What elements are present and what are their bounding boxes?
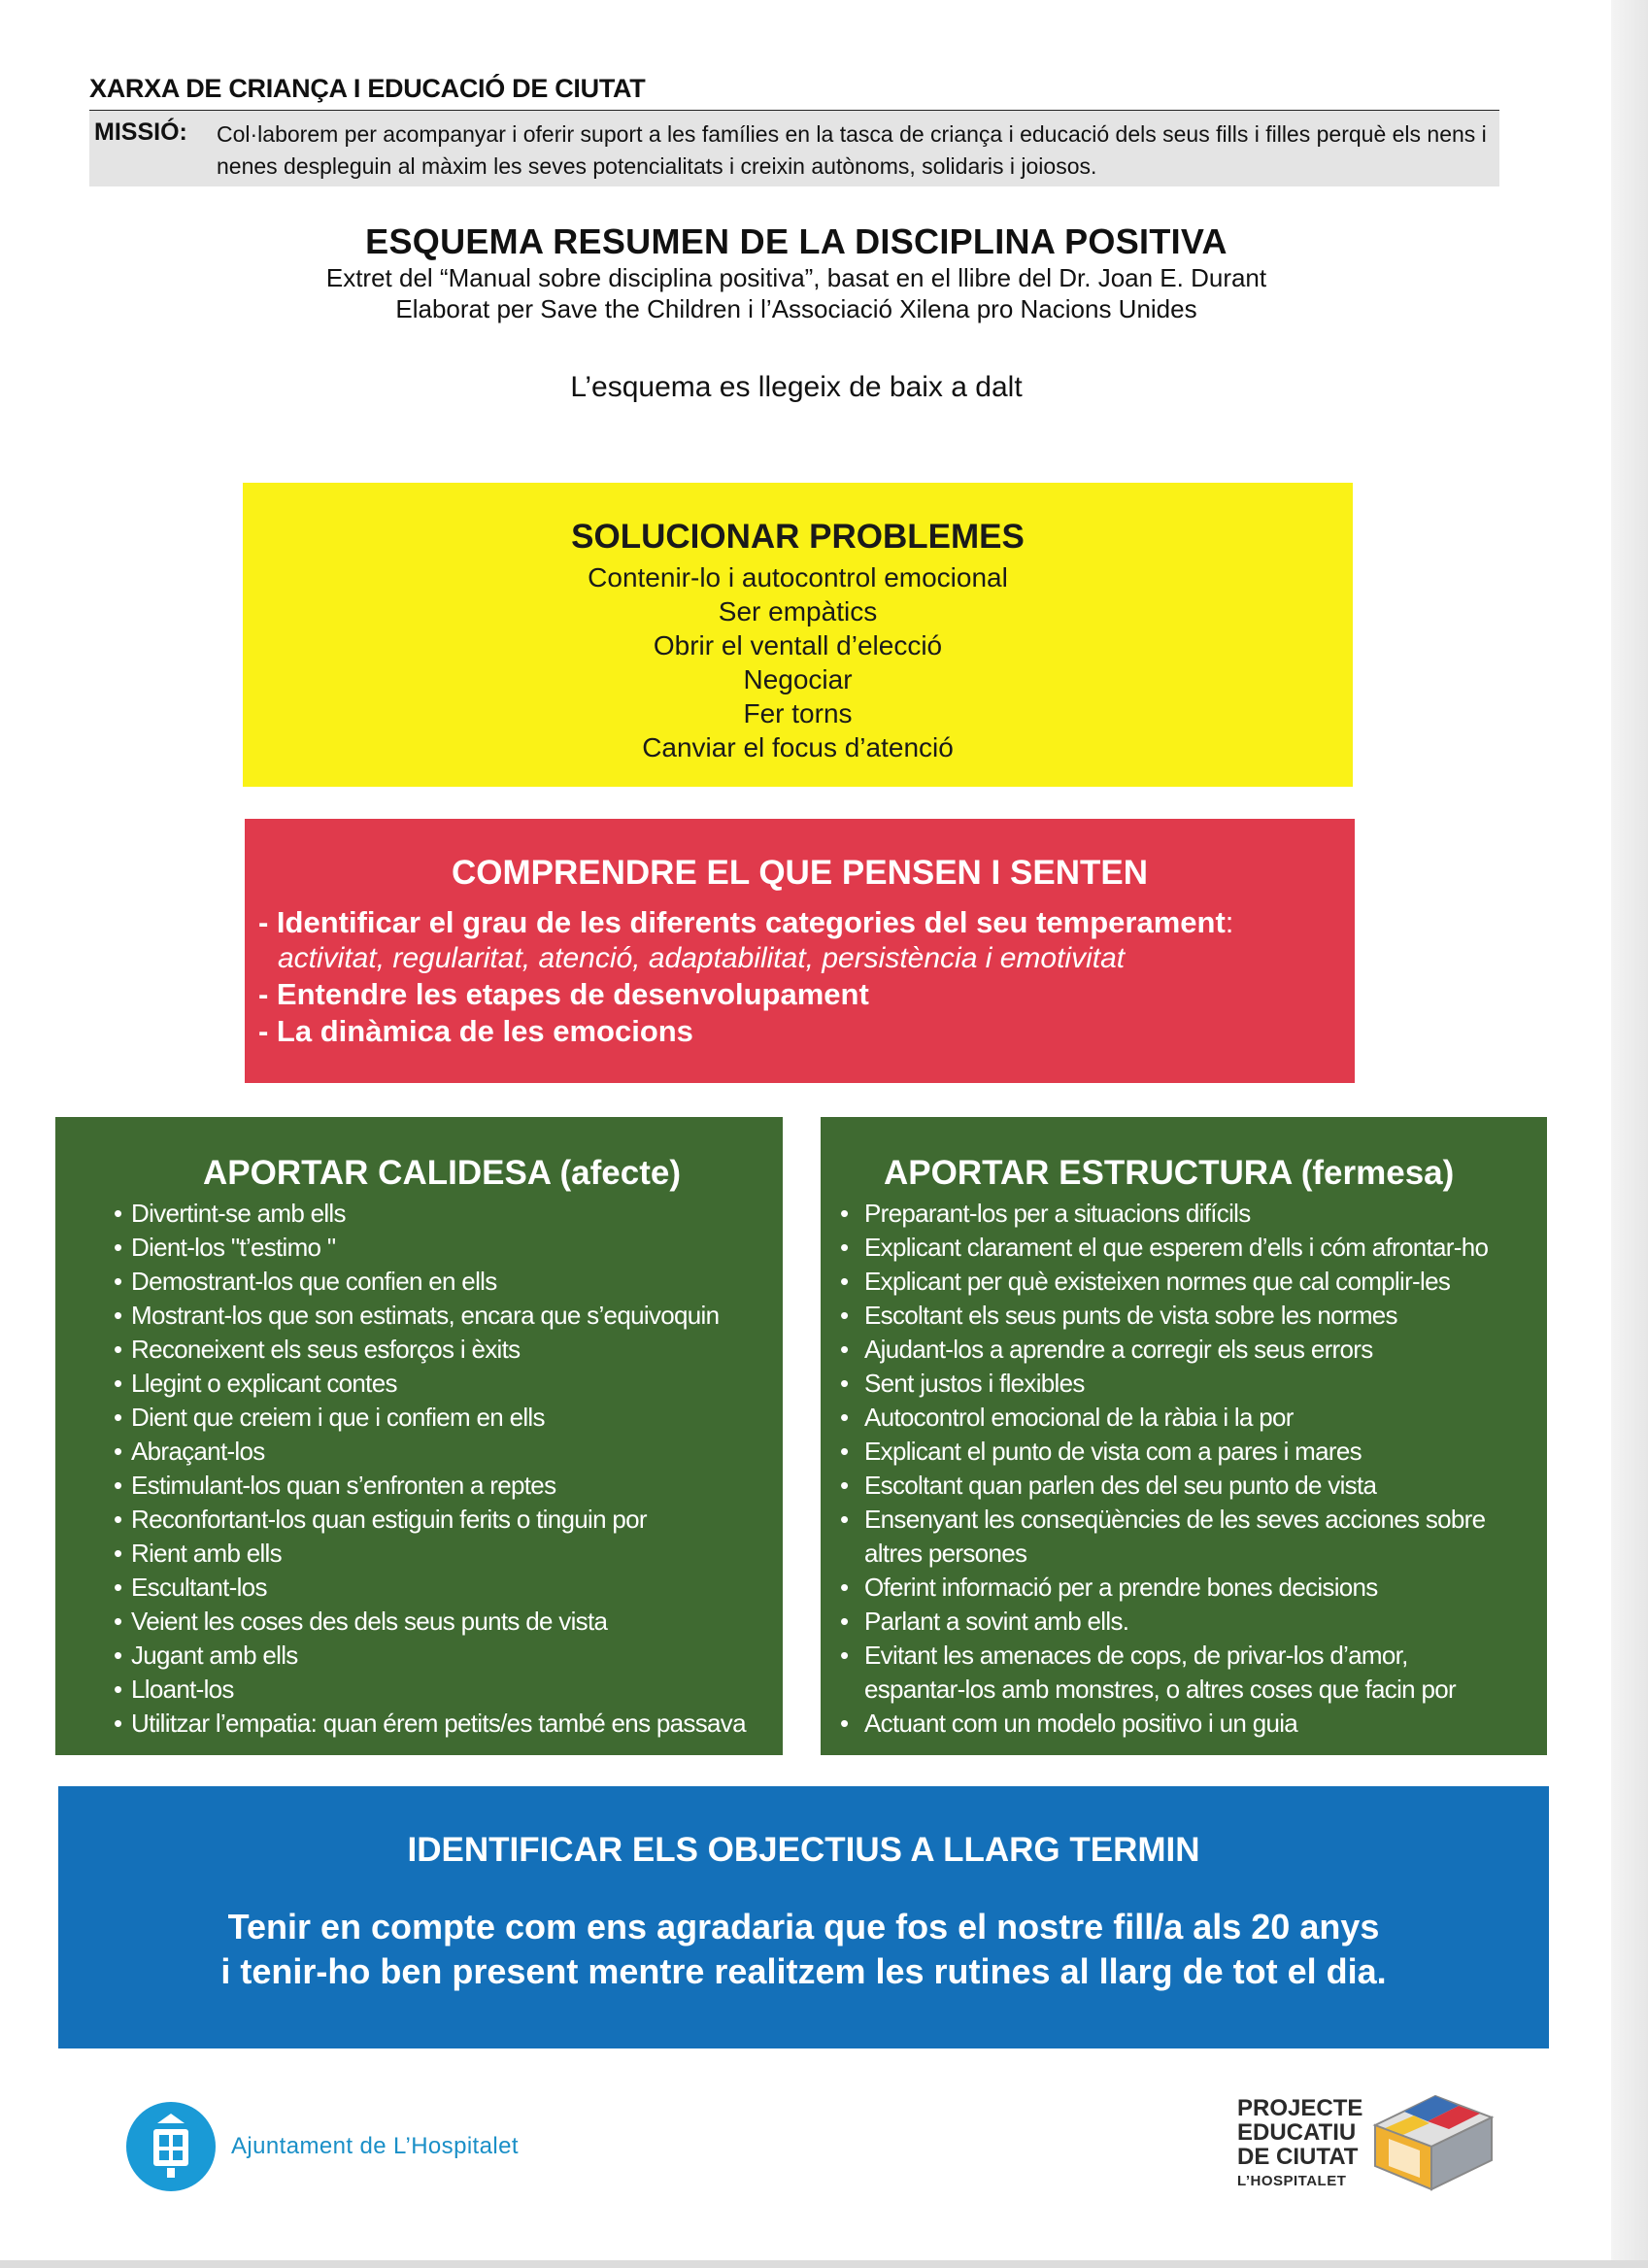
page-bottom-edge	[0, 2260, 1648, 2268]
temperament-categories: activitat, regularitat, atenció, adaptabilitat, persistència i emotivitat	[278, 942, 1126, 974]
project-name	[1237, 2096, 1362, 2193]
authors-line: Elaborat per Save the Children i l’Associació Xilena pro Nacions Unides	[395, 294, 1197, 323]
list-item-text: Ensenyant les conseqüències de les seves acciones sobre	[864, 1505, 1486, 1534]
understand-box	[245, 819, 1355, 1083]
list-item: Negociar	[743, 664, 853, 694]
solve-problems-title: SOLUCIONAR PROBLEMES	[571, 518, 1025, 556]
project-cube-icon	[1365, 2088, 1501, 2195]
list-item-text: - La dinàmica de les emocions	[258, 1014, 693, 1048]
goals-box	[58, 1786, 1549, 2048]
list-item: • Demostrant-los que confien en ells	[114, 1265, 783, 1299]
project-line: PROJECTE	[1237, 2095, 1363, 2121]
list-item: Fer torns	[743, 698, 853, 728]
list-item: • Reconfortant-los quan estiguin ferits o tinguin por	[114, 1503, 783, 1537]
page-edge	[1611, 0, 1648, 2268]
list-item: • Divertint-se amb ells	[114, 1197, 783, 1231]
mission-text	[217, 118, 1487, 186]
list-item: • Dient-los "t’estimo "	[114, 1231, 783, 1265]
understand-title: COMPRENDRE EL QUE PENSEN I SENTEN	[452, 854, 1148, 892]
list-item: • Actuant com un modelo positivo i un guia	[840, 1707, 1547, 1741]
list-item-text: - Entendre les etapes de desenvolupament	[258, 977, 869, 1011]
list-item: Contenir-lo i autocontrol emocional	[588, 562, 1008, 592]
list-item: • Veient les coses des dels seus punts de vista	[114, 1605, 783, 1639]
list-item: • Oferint informació per a prendre bones decisions	[840, 1571, 1547, 1605]
city-hall-emblem-icon	[124, 2100, 218, 2193]
list-item: Canviar el focus d’atenció	[642, 732, 954, 762]
list-item	[245, 904, 1355, 941]
structure-box	[821, 1117, 1547, 1755]
list-item	[245, 1013, 1355, 1050]
list-item: • Ajudant-los a aprendre a corregir els seus errors	[840, 1333, 1547, 1367]
list-item: • Escultant-los	[114, 1571, 783, 1605]
mission-text-line: Col·laborem per acompanyar i oferir suport a les famílies en la tasca de criança i educació dels seus fills i filles perquè els nens i	[217, 121, 1487, 147]
warmth-box	[55, 1117, 783, 1755]
source-line: Extret del “Manual sobre disciplina positiva”, basat en el llibre del Dr. Joan E. Durant	[325, 263, 1267, 292]
list-item-text: - Identificar el grau de les diferents categories del seu temperament	[258, 905, 1226, 939]
city-hall-logo-block	[124, 2100, 519, 2193]
goals-line: Tenir en compte com ens agradaria que fos el nostre fill/a als 20 anys	[227, 1907, 1380, 1946]
project-line: DE CIUTAT	[1237, 2144, 1359, 2170]
project-logo-block	[1233, 2088, 1554, 2195]
list-item: • Parlant a sovint amb ells.	[840, 1605, 1547, 1639]
project-line: EDUCATIU	[1237, 2119, 1357, 2146]
list-item: • Escoltant els seus punts de vista sobre les normes	[840, 1299, 1547, 1333]
list-item-text: Evitant les amenaces de cops, de privar-los d’amor,	[864, 1641, 1408, 1670]
mission-label: MISSIÓ:	[94, 118, 187, 146]
goals-title: IDENTIFICAR ELS OBJECTIUS A LLARG TERMIN	[407, 1831, 1200, 1869]
solve-problems-box	[243, 483, 1353, 787]
warmth-title: APORTAR CALIDESA (afecte)	[203, 1154, 681, 1192]
list-item	[840, 1639, 1547, 1707]
list-item: • Mostrant-los que son estimats, encara que s’equivoquin	[114, 1299, 783, 1333]
project-city: L’HOSPITALET	[1237, 2173, 1347, 2189]
reading-note: L’esquema es llegeix de baix a dalt	[570, 371, 1023, 403]
list-item: • Explicant clarament el que esperem d’ells i cóm afrontar-ho	[840, 1231, 1547, 1265]
title-block	[0, 221, 1593, 324]
mission-text-line: nenes despleguin al màxim les seves potencialitats i creixin autònoms, solidaris i joiosos.	[217, 153, 1097, 179]
list-item: Ser empàtics	[718, 596, 878, 626]
list-item: • Escoltant quan parlen des del seu punto de vista	[840, 1469, 1547, 1503]
list-item-continuation: altres persones	[864, 1539, 1027, 1568]
list-item: • Dient que creiem i que i confiem en ells	[114, 1401, 783, 1435]
list-item: • Abraçant-los	[114, 1435, 783, 1469]
list-item: • Reconeixent els seus esforços i èxits	[114, 1333, 783, 1367]
list-item: • Rient amb ells	[114, 1537, 783, 1571]
list-item: • Jugant amb ells	[114, 1639, 783, 1673]
list-item: • Autocontrol emocional de la ràbia i la por	[840, 1401, 1547, 1435]
org-name: XARXA DE CRIANÇA I EDUCACIÓ DE CIUTAT	[89, 74, 1499, 112]
list-item	[245, 976, 1355, 1013]
list-item: • Llegint o explicant contes	[114, 1367, 783, 1401]
city-hall-name: Ajuntament de L’Hospitalet	[231, 2133, 519, 2159]
list-item-continuation: espantar-los amb monstres, o altres coses que facin por	[864, 1675, 1456, 1704]
list-item: • Estimulant-los quan s’enfronten a reptes	[114, 1469, 783, 1503]
list-item: • Preparant-los per a situacions difícils	[840, 1197, 1547, 1231]
goals-line: i tenir-ho ben present mentre realitzem les rutines al llarg de tot el dia.	[220, 1951, 1387, 1991]
list-item: • Sent justos i flexibles	[840, 1367, 1547, 1401]
mission-bar	[89, 111, 1499, 186]
list-item-colon: :	[1225, 905, 1234, 939]
list-item: • Lloant-los	[114, 1673, 783, 1707]
list-item: • Explicant el punto de vista com a pares i mares	[840, 1435, 1547, 1469]
list-item	[840, 1503, 1547, 1571]
structure-list	[840, 1197, 1547, 1741]
warmth-list	[114, 1197, 783, 1741]
structure-title: APORTAR ESTRUCTURA (fermesa)	[884, 1154, 1455, 1192]
list-item: Obrir el ventall d’elecció	[653, 630, 943, 660]
list-item: • Explicant per què existeixen normes que cal complir-les	[840, 1265, 1547, 1299]
page-title: ESQUEMA RESUMEN DE LA DISCIPLINA POSITIVA	[365, 221, 1228, 261]
list-item: • Utilitzar l’empatia: quan érem petits/es també ens passava	[114, 1707, 783, 1741]
